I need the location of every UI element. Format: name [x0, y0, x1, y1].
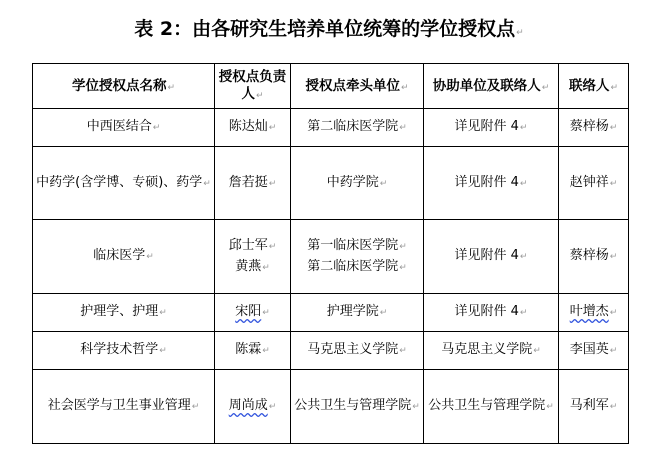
cell-point-name: 护理学、护理↵ — [33, 294, 215, 332]
cell-lead-unit: 护理学院↵ — [291, 294, 424, 332]
cell-contact: 马利军↵ — [559, 370, 629, 444]
cell-lead-unit: 马克思主义学院↵ — [291, 332, 424, 370]
cell-owner: 邱士军↵ 黄燕↵ — [215, 220, 291, 294]
cell-contact: 蔡梓杨↵ — [559, 109, 629, 147]
page-title: 表 2：由各研究生培养单位统筹的学位授权点↵ — [134, 18, 524, 40]
cell-assist-unit: 详见附件 4↵ — [424, 109, 559, 147]
cell-point-name: 临床医学↵ — [33, 220, 215, 294]
degree-authorization-table — [32, 63, 629, 444]
cell-contact: 赵钟祥↵ — [559, 147, 629, 220]
cell-lead-unit: 第二临床医学院↵ — [291, 109, 424, 147]
cell-point-name: 科学技术哲学↵ — [33, 332, 215, 370]
cell-lead-unit: 第一临床医学院↵ 第二临床医学院↵ — [291, 220, 424, 294]
paragraph-mark-icon: ↵ — [516, 28, 524, 38]
cell-assist-unit: 公共卫生与管理学院↵ — [424, 370, 559, 444]
cell-owner: 詹若挺↵ — [215, 147, 291, 220]
header-owner: 授权点负责人↵ — [215, 64, 291, 109]
cell-assist-unit: 马克思主义学院↵ — [424, 332, 559, 370]
cell-owner: 陈霖↵ — [215, 332, 291, 370]
cell-owner: 陈达灿↵ — [215, 109, 291, 147]
table-header-row — [33, 64, 629, 109]
cell-contact: 李国英↵ — [559, 332, 629, 370]
header-contact: 联络人↵ — [559, 64, 629, 109]
header-assist-unit: 协助单位及联络人↵ — [424, 64, 559, 109]
table-row — [33, 109, 629, 147]
table-row — [33, 220, 629, 294]
cell-assist-unit: 详见附件 4↵ — [424, 294, 559, 332]
table-row — [33, 370, 629, 444]
cell-lead-unit: 中药学院↵ — [291, 147, 424, 220]
cell-lead-unit: 公共卫生与管理学院↵ — [291, 370, 424, 444]
cell-contact: 蔡梓杨↵ — [559, 220, 629, 294]
cell-assist-unit: 详见附件 4↵ — [424, 220, 559, 294]
cell-owner: 宋阳↵ — [215, 294, 291, 332]
header-point-name: 学位授权点名称↵ — [33, 64, 215, 109]
cell-contact: 叶增杰↵ — [559, 294, 629, 332]
cell-assist-unit: 详见附件 4↵ — [424, 147, 559, 220]
table-row — [33, 147, 629, 220]
table-row — [33, 294, 629, 332]
cell-point-name: 中药学(含学博、专硕)、药学↵ — [33, 147, 215, 220]
header-lead-unit: 授权点牵头单位↵ — [291, 64, 424, 109]
cell-point-name: 社会医学与卫生事业管理↵ — [33, 370, 215, 444]
cell-owner: 周尚成↵ — [215, 370, 291, 444]
cell-point-name: 中西医结合↵ — [33, 109, 215, 147]
table-row — [33, 332, 629, 370]
